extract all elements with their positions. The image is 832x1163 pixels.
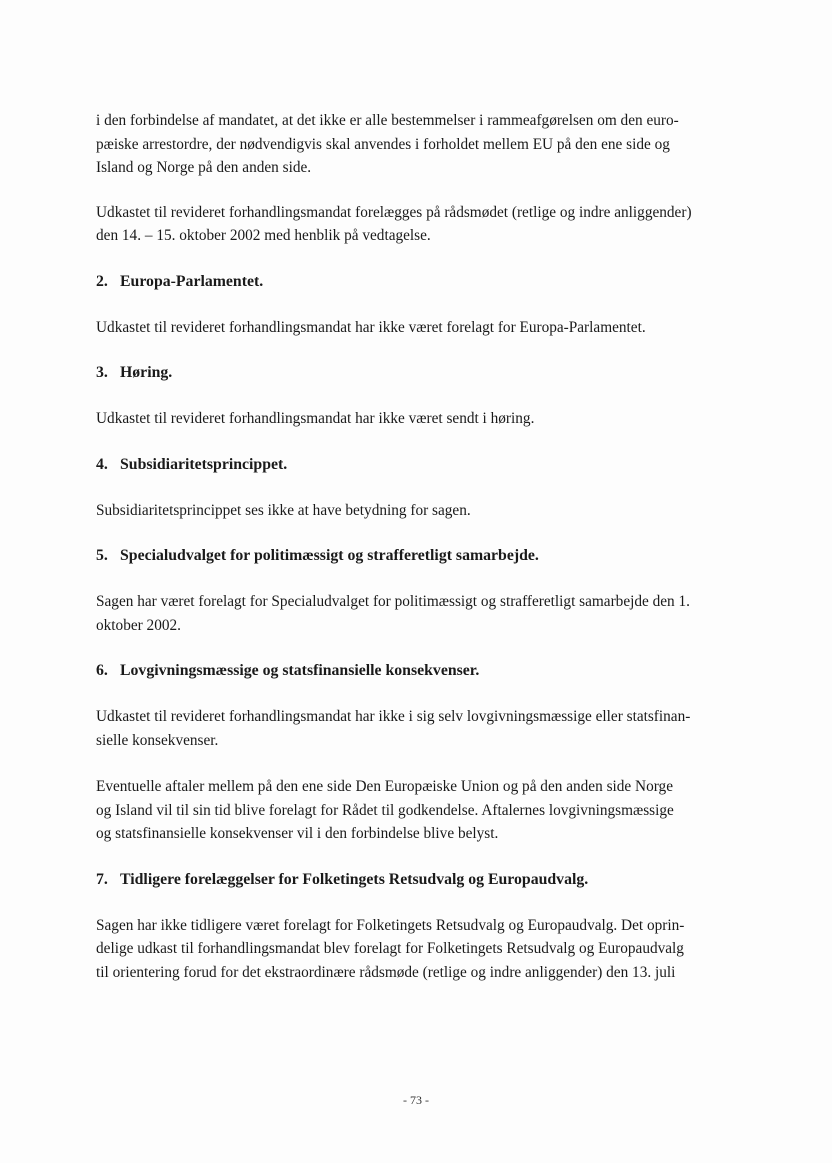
intro-paragraph: i den forbindelse af mandatet, at det ikke er alle bestemmelser i rammeafgørelsen om den euro- pæiske arrestordre, der nødvendigvis skal anvendes i forholdet mellem EU på den ene side og Island og Norge på den anden side. — [96, 112, 679, 176]
section-number: 2. — [96, 272, 108, 290]
section-number: 7. — [96, 870, 108, 888]
submission-paragraph: Udkastet til revideret forhandlingsmandat forelægges på rådsmødet (retlige og indre anliggender) den 14. – 15. oktober 2002 med henblik på vedtagelse. — [96, 203, 692, 244]
section-paragraph: Udkastet til revideret forhandlingsmandat har ikke været forelagt for Europa-Parlamentet. — [96, 318, 646, 336]
section-title: Subsidiaritetsprincippet. — [120, 455, 288, 473]
section-number: 4. — [96, 455, 108, 473]
section-heading-specialudvalget — [96, 545, 756, 567]
section-number: 6. — [96, 662, 108, 679]
section-paragraph: Udkastet til revideret forhandlingsmandat har ikke været sendt i høring. — [96, 410, 535, 427]
section-title: Tidligere forelæggelser for Folketingets Retsudvalg og Europaudvalg. — [120, 870, 589, 888]
section-paragraph: Sagen har været forelagt for Specialudvalget for politimæssigt og strafferetligt samarbejde den 1. oktober 2002. — [96, 593, 691, 634]
section-title: Specialudvalget for politimæssigt og strafferetligt samarbejde. — [120, 547, 539, 564]
section-paragraph: Subsidiaritetsprincippet ses ikke at have betydning for sagen. — [96, 501, 471, 519]
section-heading-tidligere-forelaeggelser — [96, 869, 756, 891]
section-title: Europa-Parlamentet. — [120, 272, 264, 290]
section-heading-horing — [96, 362, 756, 384]
section-heading-subsidiaritet — [96, 454, 756, 476]
section-title: Høring. — [120, 364, 173, 381]
section-number: 5. — [96, 547, 108, 564]
page-number: - 73 - — [403, 1093, 429, 1107]
section-heading-lovgivning — [96, 660, 756, 682]
document-body — [96, 109, 756, 984]
section-heading-europa-parlamentet — [96, 271, 756, 293]
section-paragraph: Udkastet til revideret forhandlingsmandat har ikke i sig selv lovgivningsmæssige eller statsfinan- sielle konsekvenser. — [96, 708, 691, 749]
section-title: Lovgivningsmæssige og statsfinansielle konsekvenser. — [120, 662, 480, 679]
section-number: 3. — [96, 364, 108, 381]
section-paragraph: Sagen har ikke tidligere været forelagt for Folketingets Retsudvalg og Europaudvalg. Det oprin- delige udkast til forhandlingsmandat blev forelagt for Folketingets Retsudvalg og Europaudvalg til orientering forud for det ekstraordinære rådsmøde (retlige og indre anliggender) den 13. juli — [96, 916, 685, 981]
section-paragraph: Eventuelle aftaler mellem på den ene side Den Europæiske Union og på den anden side Norge og Island vil til sin tid blive forelagt for Rådet til godkendelse. Aftalernes lovgivningsmæssige og statsfinansielle konsekvenser vil i den forbindelse blive belyst. — [96, 778, 674, 842]
